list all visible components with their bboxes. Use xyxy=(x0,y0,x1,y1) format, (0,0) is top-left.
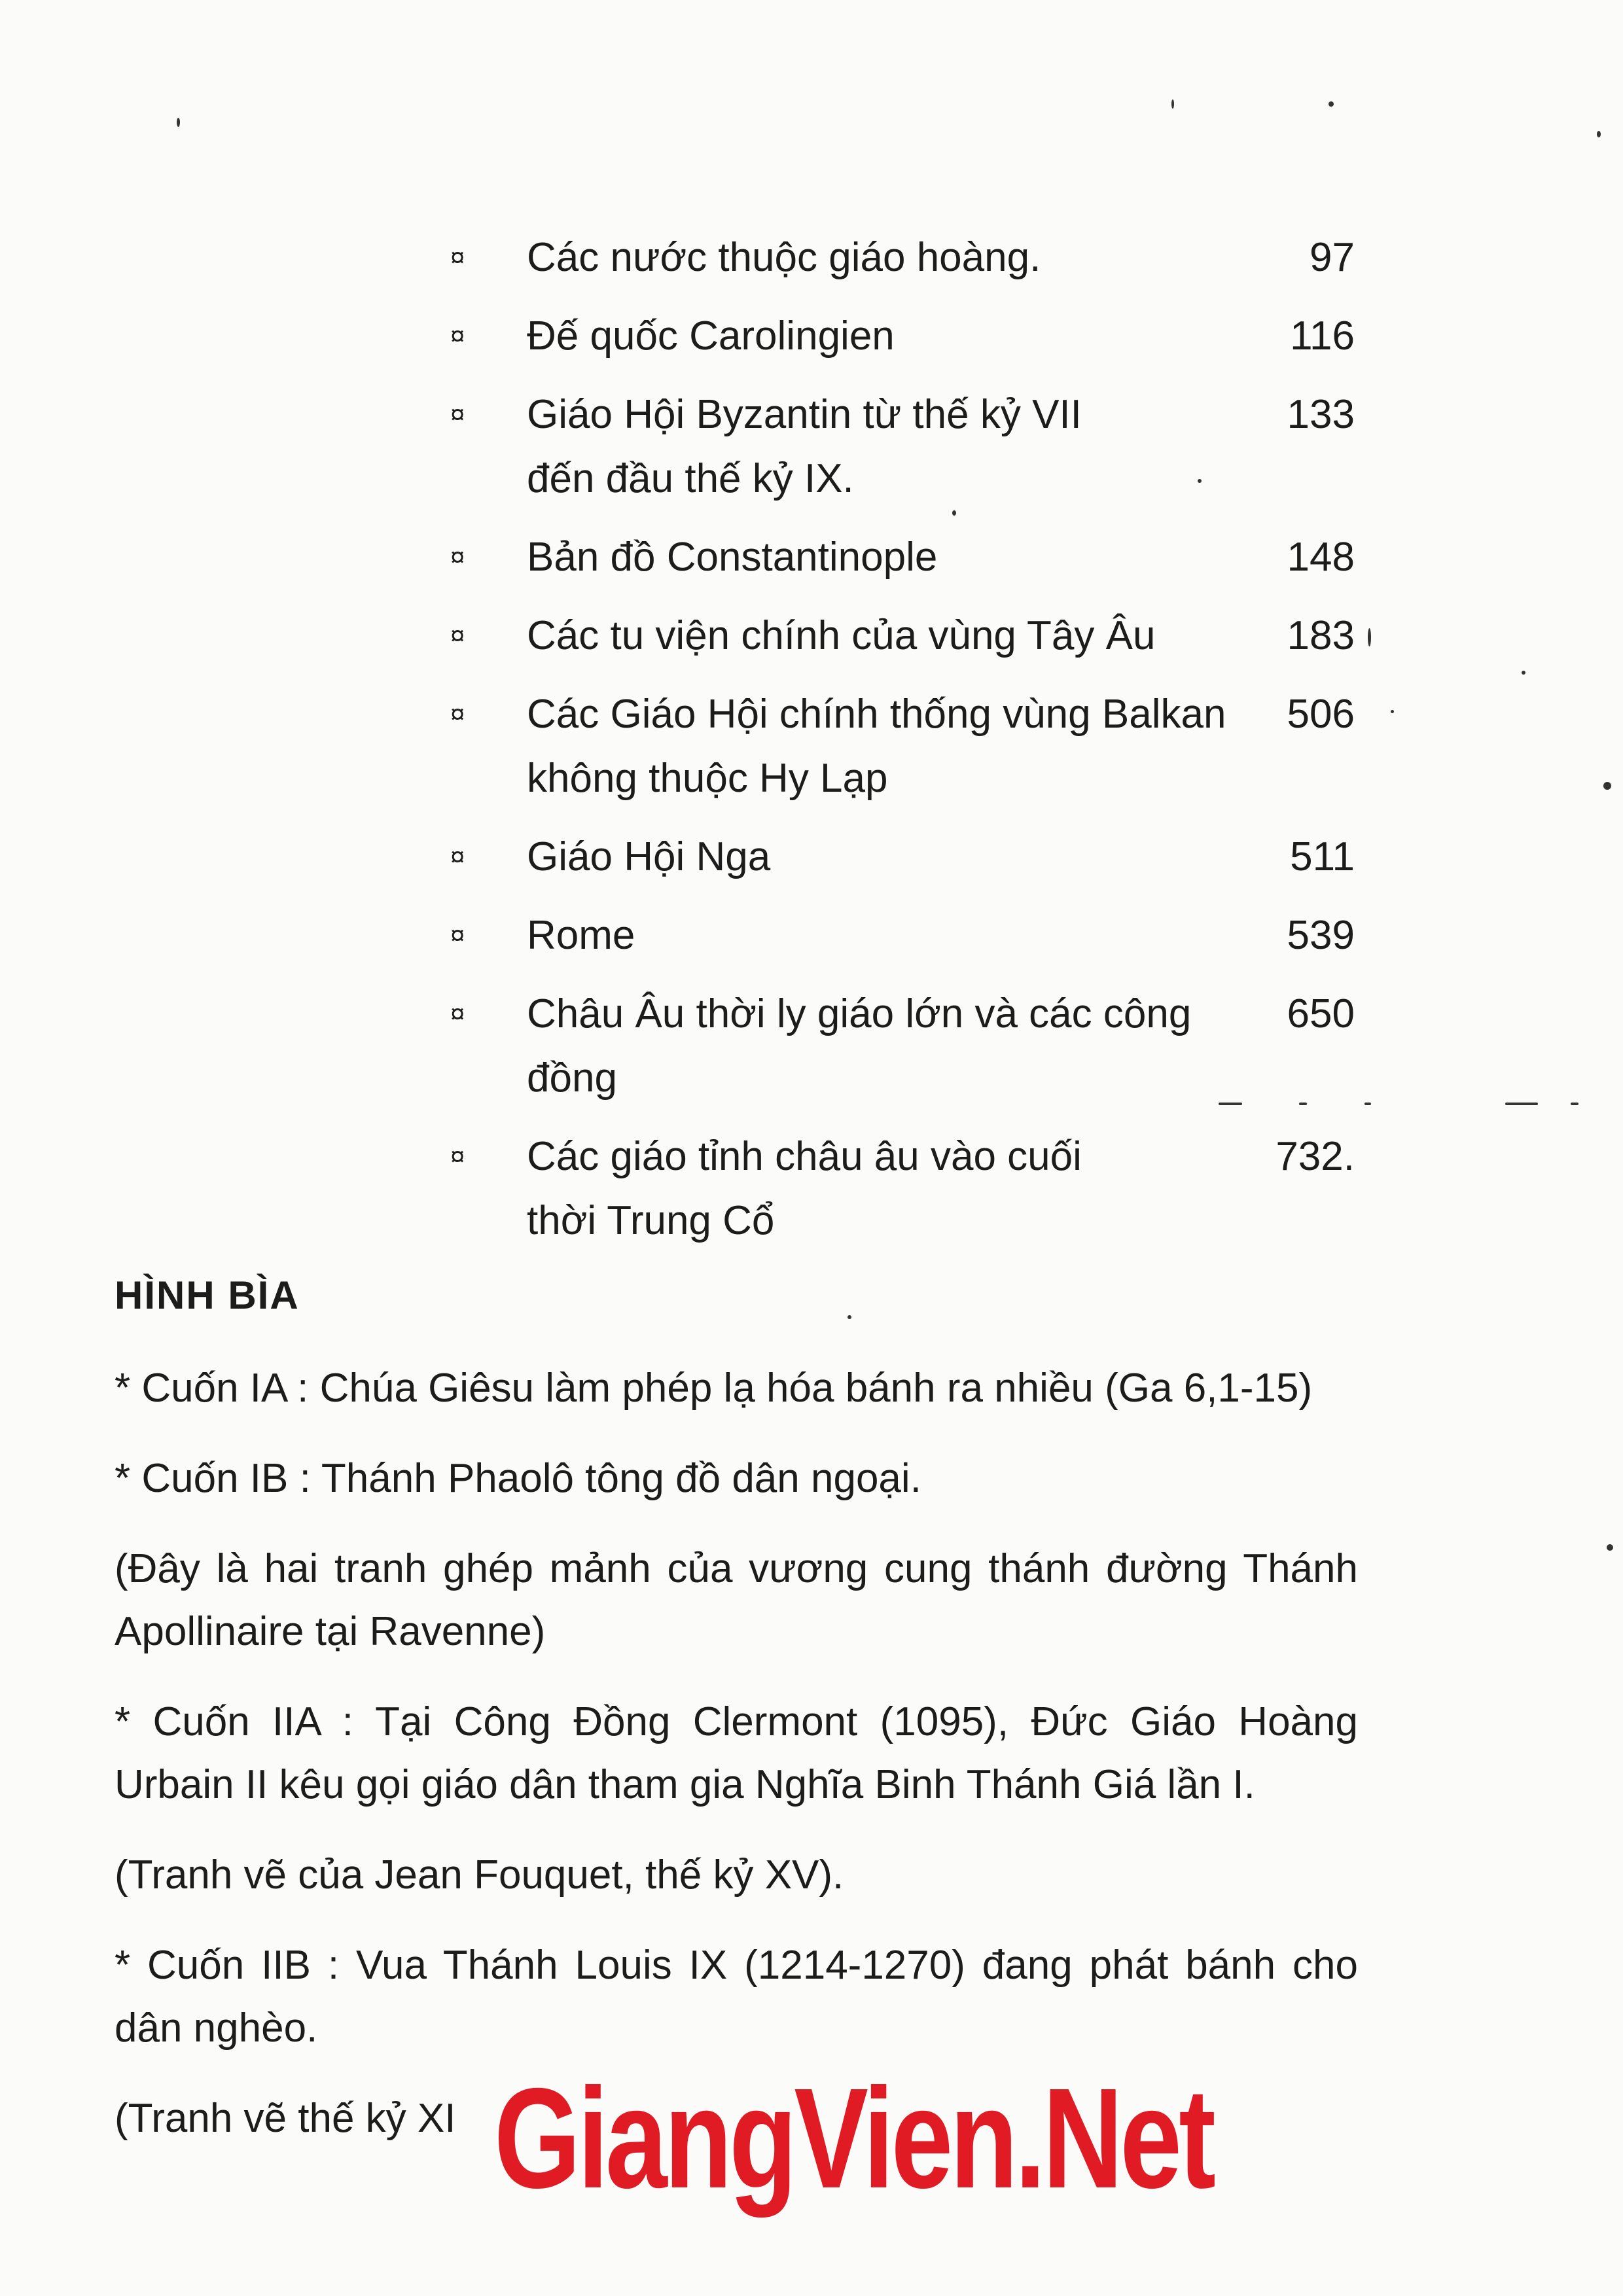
map-title: Các giáo tỉnh châu âu vào cuối thời Trung Cổ xyxy=(527,1134,1082,1243)
cover-note-iia: * Cuốn IIA : Tại Công Đồng Clermont (1095), Đức Giáo Hoàng Urbain II kêu gọi giáo dân tham gia Nghĩa Binh Thánh Giá lần I. xyxy=(115,1699,1358,1807)
map-title: Rome xyxy=(527,913,635,958)
map-list-item xyxy=(445,982,1361,1110)
scan-speck xyxy=(1571,1103,1578,1105)
bullet-icon: ¤ xyxy=(450,1000,465,1029)
bullet-icon: ¤ xyxy=(450,700,465,729)
cover-note-ib: * Cuốn IB : Thánh Phaolô tông đồ dân ngoại. xyxy=(115,1456,921,1501)
scan-speck xyxy=(1219,1103,1242,1105)
map-list-item xyxy=(445,383,1361,511)
scan-speck xyxy=(1171,99,1174,109)
page-number: 133 xyxy=(1287,392,1355,437)
map-list xyxy=(445,226,1361,1267)
page-number: 650 xyxy=(1287,991,1355,1036)
cover-notes xyxy=(115,1273,1358,2178)
map-title: Các tu viện chính của vùng Tây Âu xyxy=(527,613,1156,658)
page-number: 183 xyxy=(1287,613,1355,658)
cover-note-source-3: (Tranh vẽ thế kỷ XI xyxy=(115,2096,456,2141)
page-number: 506 xyxy=(1287,692,1355,737)
bullet-icon: ¤ xyxy=(450,1142,465,1171)
scan-speck xyxy=(847,1315,851,1319)
cover-heading: HÌNH BÌA xyxy=(115,1273,300,1317)
map-list-item xyxy=(445,1125,1361,1253)
watermark-logo: GiangVien.Net xyxy=(494,2059,1213,2218)
page-number: 97 xyxy=(1310,235,1355,280)
scan-speck xyxy=(177,118,180,127)
cover-note-source-1: (Đây là hai tranh ghép mảnh của vương cung thánh đường Thánh Apollinaire tại Ravenne) xyxy=(115,1546,1358,1654)
scan-speck xyxy=(1607,1544,1613,1551)
map-title: Giáo Hội Nga xyxy=(527,834,771,879)
scan-speck xyxy=(1364,1103,1371,1105)
map-list-item xyxy=(445,682,1361,811)
scan-speck xyxy=(952,510,956,516)
bullet-icon: ¤ xyxy=(450,543,465,572)
bullet-icon: ¤ xyxy=(450,400,465,429)
map-title: Giáo Hội Byzantin từ thế kỷ VII đến đầu thế kỷ IX. xyxy=(527,392,1082,501)
map-list-item xyxy=(445,825,1361,889)
scan-speck xyxy=(1391,710,1394,713)
scan-speck xyxy=(1522,671,1525,675)
map-list-item xyxy=(445,604,1361,668)
scan-speck xyxy=(1329,101,1334,107)
map-title: Các nước thuộc giáo hoàng. xyxy=(527,235,1041,280)
map-list-item xyxy=(445,226,1361,290)
map-list-item xyxy=(445,525,1361,590)
scan-speck xyxy=(1198,479,1202,483)
map-list-item xyxy=(445,304,1361,368)
map-title: Đế quốc Carolingien xyxy=(527,313,895,359)
page-number: 539 xyxy=(1287,913,1355,958)
page-number: 732. xyxy=(1275,1134,1355,1179)
bullet-icon: ¤ xyxy=(450,243,465,272)
page-number: 116 xyxy=(1290,313,1355,359)
bullet-icon: ¤ xyxy=(450,843,465,872)
scan-speck xyxy=(1299,1103,1307,1105)
scan-speck xyxy=(1597,131,1601,137)
cover-note-ia: * Cuốn IA : Chúa Giêsu làm phép lạ hóa bánh ra nhiều (Ga 6,1-15) xyxy=(115,1366,1313,1411)
page-number: 511 xyxy=(1290,834,1355,879)
map-title: Bản đồ Constantinople xyxy=(527,535,938,580)
scan-speck xyxy=(1603,782,1611,790)
bullet-icon: ¤ xyxy=(450,322,465,351)
cover-note-source-2: (Tranh vẽ của Jean Fouquet, thế kỷ XV). xyxy=(115,1852,844,1898)
scan-speck xyxy=(1505,1103,1538,1105)
map-title: Châu Âu thời ly giáo lớn và các công đồng xyxy=(527,991,1192,1101)
bullet-icon: ¤ xyxy=(450,622,465,650)
scan-speck xyxy=(1368,628,1371,646)
map-list-item xyxy=(445,904,1361,968)
map-title: Các Giáo Hội chính thống vùng Balkan không thuộc Hy Lạp xyxy=(527,692,1226,801)
bullet-icon: ¤ xyxy=(450,921,465,950)
cover-note-iib: * Cuốn IIB : Vua Thánh Louis IX (1214-1270) đang phát bánh cho dân nghèo. xyxy=(115,1943,1358,2051)
page-number: 148 xyxy=(1287,535,1355,580)
